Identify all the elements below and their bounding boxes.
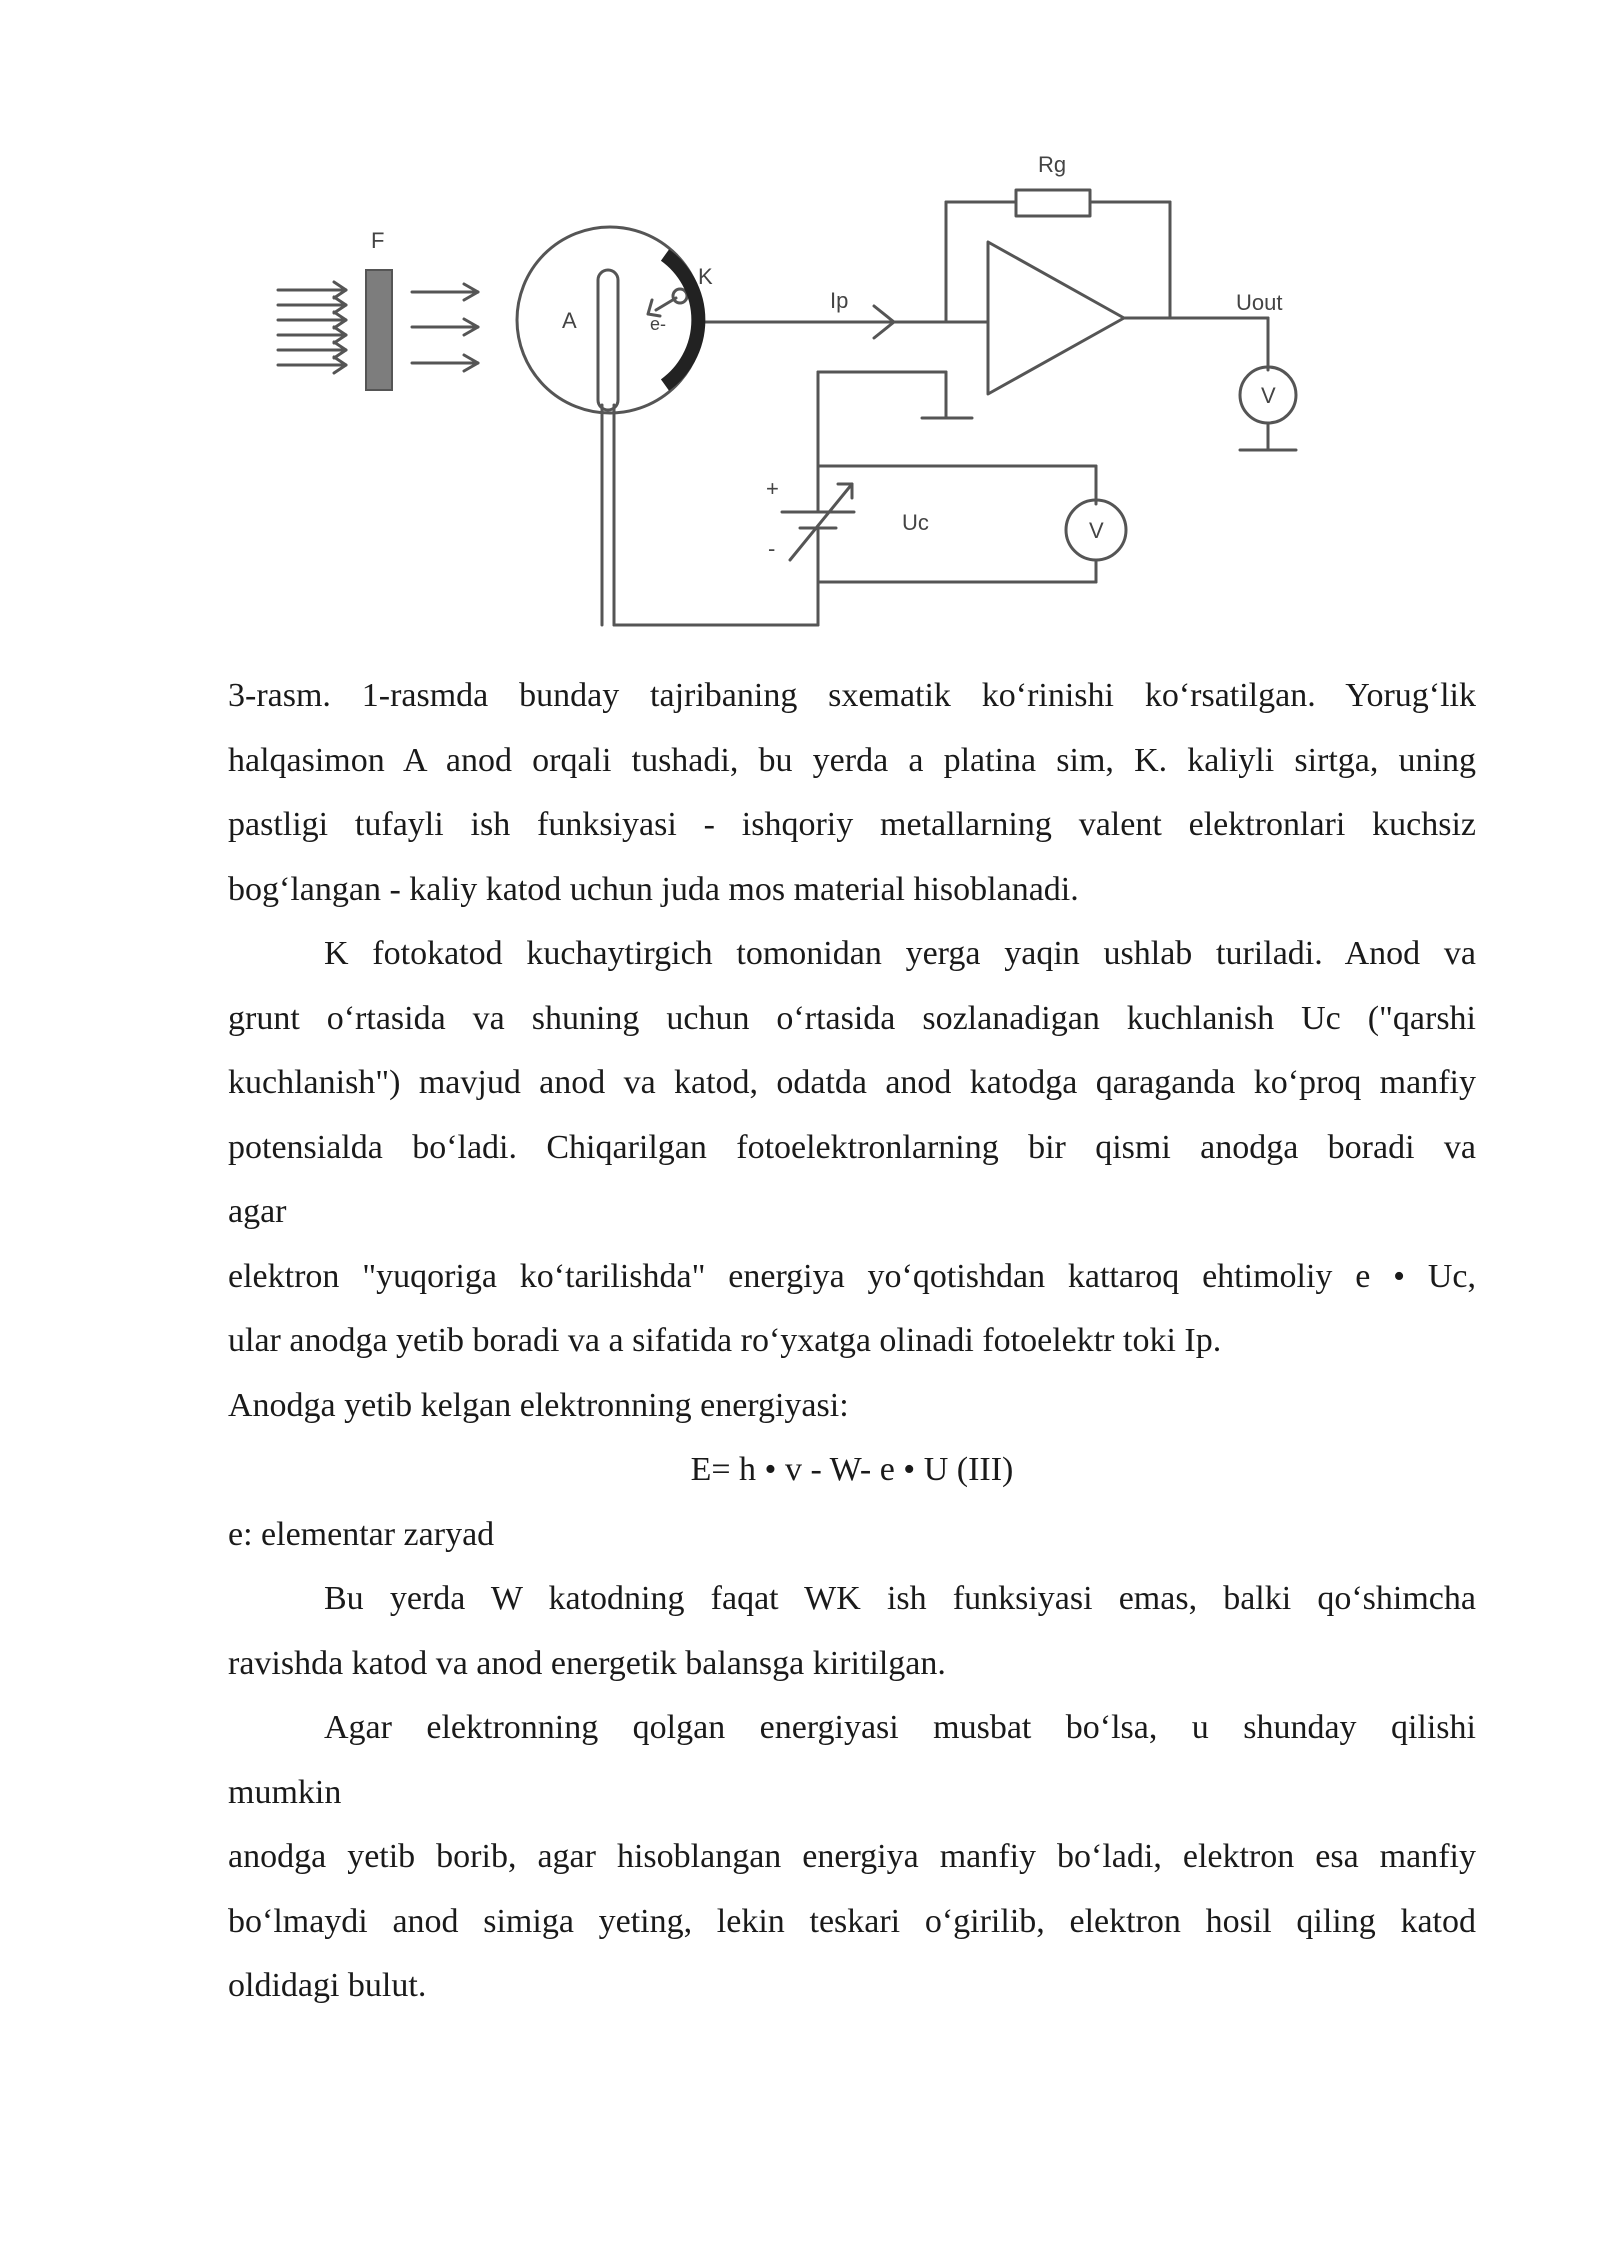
filtered-light-arrows (412, 284, 478, 371)
paragraph-line: bog‘langan - kaliy katod uchun juda mos material hisoblanadi. (228, 870, 1079, 908)
paragraph-line: 3-rasm. 1-rasmda bunday tajribaning sxematik ko‘rinishi ko‘rsatilgan. Yorug‘lik (228, 677, 1476, 714)
output-voltmeter-label: V (1261, 383, 1276, 408)
circuit-diagram (0, 0, 1600, 660)
plus-label: + (766, 476, 779, 501)
feedback-resistor (1016, 190, 1090, 216)
document-body (228, 664, 1476, 2019)
anode-label: A (562, 308, 577, 333)
formula: E= h • v - W- e • U (III) (690, 1451, 1014, 1488)
paragraph-line: grunt o‘rtasida va shuning uchun o‘rtasida sozlanadigan kuchlanish Uc ("qarshi (228, 999, 1476, 1037)
counter-voltmeter-label: V (1089, 518, 1104, 543)
amplifier (988, 242, 1124, 394)
paragraph-line: mumkin (228, 1773, 342, 1811)
cathode (665, 255, 698, 385)
anode-rod (598, 270, 618, 410)
paragraph-line: K fotokatod kuchaytirgich tomonidan yerga yaqin ushlab turiladi. Anod va (324, 935, 1476, 972)
paragraph-line: oldidagi bulut. (228, 1967, 427, 2004)
paragraph-line: bo‘lmaydi anod simiga yeting, lekin teskari o‘girilib, elektron hosil qiling katod (228, 1902, 1476, 1940)
paragraph-line: pastligi tufayli ish funksiyasi - ishqoriy metallarning valent elektronlari kuchsiz (228, 806, 1476, 843)
paragraph-line: potensialda bo‘ladi. Chiqarilgan fotoelektronlarning bir qismi anodga boradi va (228, 1128, 1476, 1166)
paragraph-line: agar (228, 1193, 287, 1230)
paragraph-line: Agar elektronning qolgan energiyasi musbat bo‘lsa, u shunday qilishi (324, 1709, 1476, 1746)
counter-voltage-label: Uc (902, 510, 929, 535)
minus-label: - (768, 536, 776, 561)
output-voltage-label: Uout (1236, 290, 1283, 315)
paragraph-line: kuchlanish") mavjud anod va katod, odatda anod katodga qaraganda ko‘proq manfiy (228, 1064, 1476, 1101)
filter-label: F (371, 228, 385, 253)
paragraph-line: anodga yetib borib, agar hisoblangan energiya manfiy bo‘ladi, elektron esa manfiy (228, 1838, 1476, 1875)
feedback-resistor-label: Rg (1038, 152, 1067, 177)
paragraph-line: elektron "yuqoriga ko‘tarilishda" energiya yo‘qotishdan kattaroq ehtimoliy e • Uc, (228, 1257, 1476, 1295)
optical-filter (366, 270, 392, 390)
paragraph-line: halqasimon A anod orqali tushadi, bu yerda a platina sim, K. kaliyli sirtga, uning (228, 741, 1476, 779)
paragraph-line: Bu yerda W katodning faqat WK ish funksiyasi emas, balki qo‘shimcha (324, 1580, 1476, 1617)
cathode-label: K (698, 264, 713, 289)
paragraph-line: ular anodga yetib boradi va a sifatida ro‘yxatga olinadi fotoelektr toki Ip. (228, 1322, 1222, 1359)
electron-label: e- (650, 314, 667, 334)
paragraph-line: e: elementar zaryad (228, 1515, 495, 1553)
paragraph-line: Anodga yetib kelgan elektronning energiyasi: (228, 1386, 849, 1424)
paragraph-line: ravishda katod va anod energetik balansga kiritilgan. (228, 1644, 946, 1682)
photocurrent-label: Ip (830, 288, 849, 313)
incoming-light-arrows (278, 282, 346, 373)
